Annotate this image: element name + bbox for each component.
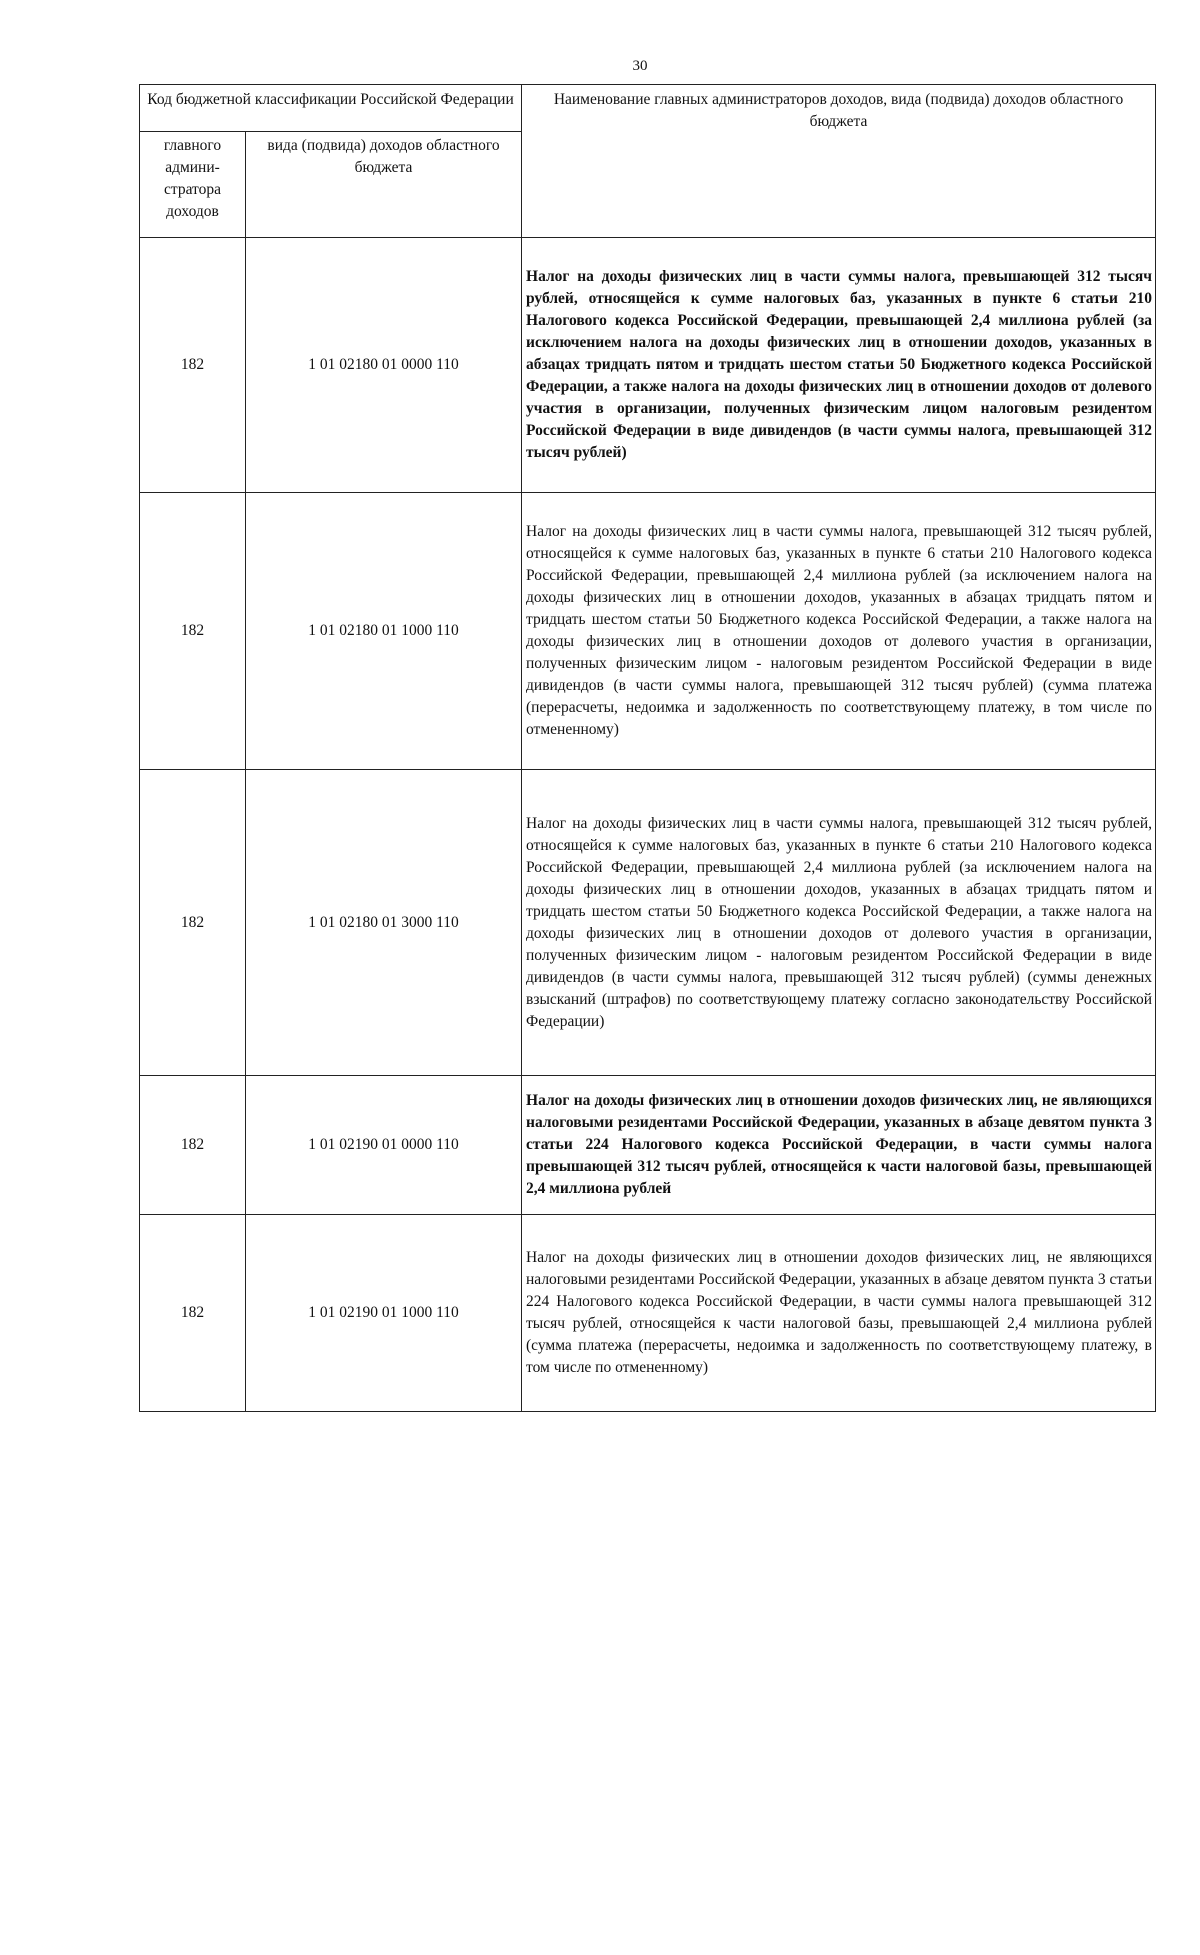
header-administrator-name: Наименование главных администраторов доходов, вида (подвида) доходов областного бюджета — [522, 85, 1156, 238]
revenue-code-cell: 1 01 02190 01 1000 110 — [246, 1215, 522, 1412]
description-cell: Налог на доходы физических лиц в отношении доходов физических лиц, не являющихся налоговыми резидентами Российской Федерации, указанных в абзаце девятом пункта 3 статьи 224 Налогового кодекса Российской Федерации, в части суммы налога превышающей 312 тысяч рублей, относящейся к части налоговой базы, превышающей 2,4 миллиона рублей — [522, 1076, 1156, 1215]
revenue-code-cell: 1 01 02190 01 0000 110 — [246, 1076, 522, 1215]
admin-code-cell: 182 — [140, 1076, 246, 1215]
page-number: 30 — [632, 58, 648, 74]
table-header-row-1 — [140, 85, 1156, 132]
description-cell: Налог на доходы физических лиц в части суммы налога, превышающей 312 тысяч рублей, относящейся к сумме налоговых баз, указанных в пункте 6 статьи 210 Налогового кодекса Российской Федерации, превышающей 2,4 миллиона рублей (за исключением налога на доходы физических лиц в отношении доходов, указанных в абзацах тридцать пятом и тридцать шестом статьи 50 Бюджетного кодекса Российской Федерации, а также налога на доходы физических лиц в отношении доходов от долевого участия в организации, полученных физическим лицом - налоговым резидентом Российской Федерации в виде дивидендов (в части суммы налога, превышающей 312 тысяч рублей) (сумма платежа (перерасчеты, недоимка и задолженность по соответствующему платежу, в том числе по отмененному) — [522, 493, 1156, 770]
description-cell: Налог на доходы физических лиц в части суммы налога, превышающей 312 тысяч рублей, относящейся к сумме налоговых баз, указанных в пункте 6 статьи 210 Налогового кодекса Российской Федерации, превышающей 2,4 миллиона рублей (за исключением налога на доходы физических лиц в отношении доходов, указанных в абзацах тридцать пятом и тридцать шестом статьи 50 Бюджетного кодекса Российской Федерации, а также налога на доходы физических лиц в отношении доходов от долевого участия в организации, полученных физическим лицом налоговым резидентом Российской Федерации в виде дивидендов (в части суммы налога, превышающей 312 тысяч рублей) — [522, 238, 1156, 493]
revenue-code-cell: 1 01 02180 01 0000 110 — [246, 238, 522, 493]
header-main-administrator: главного админи-стратора доходов — [140, 132, 246, 238]
description-cell: Налог на доходы физических лиц в отношении доходов физических лиц, не являющихся налоговыми резидентами Российской Федерации, указанных в абзаце девятом пункта 3 статьи 224 Налогового кодекса Российской Федерации, в части суммы налога превышающей 312 тысяч рублей, относящейся к части налоговой базы, превышающей 2,4 миллиона рублей (сумма платежа (перерасчеты, недоимка и задолженность по соответствующему платежу, в том числе по отмененному) — [522, 1215, 1156, 1412]
admin-code-cell: 182 — [140, 238, 246, 493]
table-row — [140, 238, 1156, 493]
description-cell: Налог на доходы физических лиц в части суммы налога, превышающей 312 тысяч рублей, относящейся к сумме налоговых баз, указанных в пункте 6 статьи 210 Налогового кодекса Российской Федерации, превышающей 2,4 миллиона рублей (за исключением налога на доходы физических лиц в отношении доходов, указанных в абзацах тридцать пятом и тридцать шестом статьи 50 Бюджетного кодекса Российской Федерации, а также налога на доходы физических лиц в отношении доходов от долевого участия в организации, полученных физическим лицом - налоговым резидентом Российской Федерации в виде дивидендов (в части суммы налога, превышающей 312 тысяч рублей) (суммы денежных взысканий (штрафов) по соответствующему платежу согласно законодательству Российской Федерации) — [522, 770, 1156, 1076]
revenue-code-cell: 1 01 02180 01 3000 110 — [246, 770, 522, 1076]
table-row — [140, 1076, 1156, 1215]
revenue-code-cell: 1 01 02180 01 1000 110 — [246, 493, 522, 770]
header-revenue-type: вида (подвида) доходов областного бюджета — [246, 132, 522, 238]
header-budget-code-group: Код бюджетной классификации Российской Федерации — [140, 85, 522, 132]
budget-classification-table — [139, 84, 1156, 1412]
admin-code-cell: 182 — [140, 770, 246, 1076]
table-row — [140, 493, 1156, 770]
table-row — [140, 1215, 1156, 1412]
admin-code-cell: 182 — [140, 493, 246, 770]
admin-code-cell: 182 — [140, 1215, 246, 1412]
table-row — [140, 770, 1156, 1076]
